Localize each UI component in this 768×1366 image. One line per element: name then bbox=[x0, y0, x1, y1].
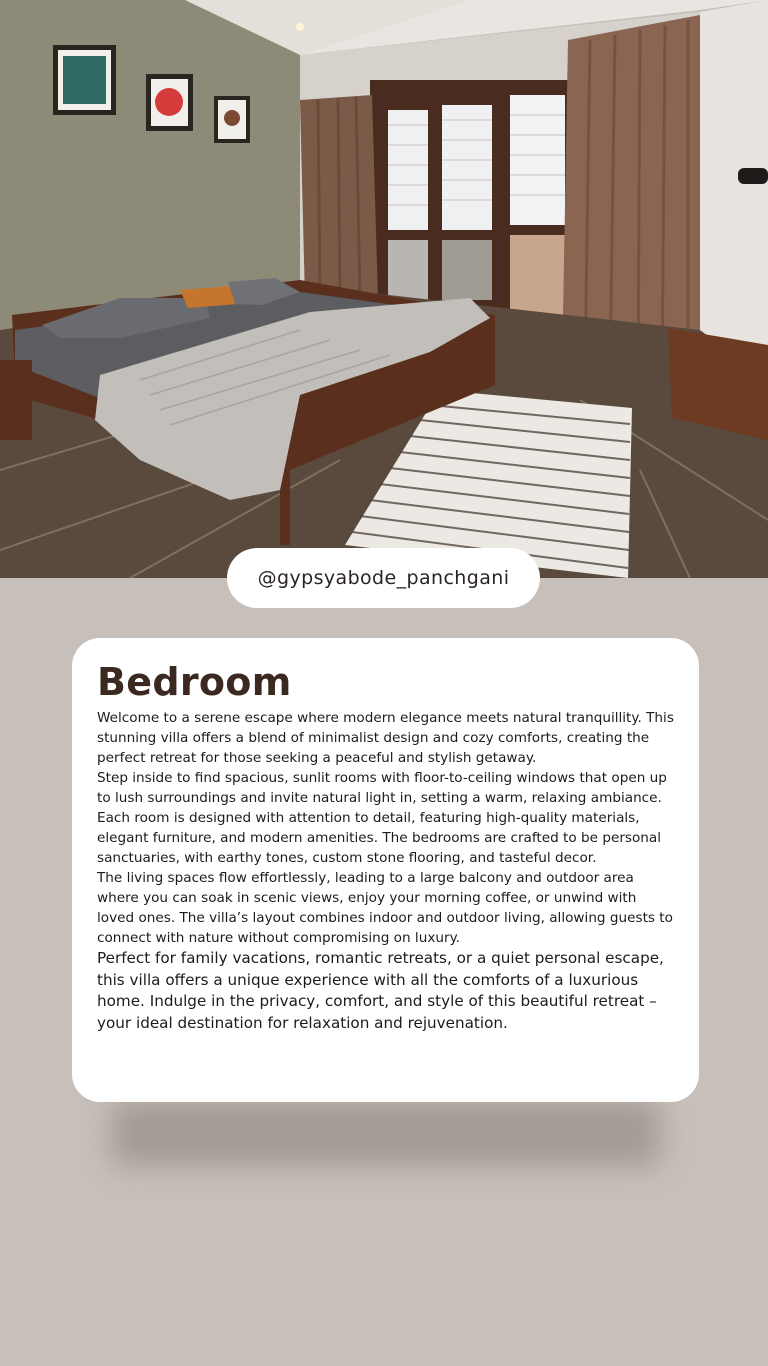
paragraph-closing: Perfect for family vacations, romantic retreats, or a quiet personal escape, this villa offers a unique experience with all the comforts of a luxurious home. Indulge in the privacy, comfort, and style of this beautiful retreat – your ideal destination for relaxation and rejuvenation. bbox=[97, 949, 664, 1032]
description-card bbox=[72, 638, 699, 1102]
bedroom-photo bbox=[0, 0, 768, 578]
paragraph-living: The living spaces flow effortlessly, leading to a large balcony and outdoor area where you can soak in scenic views, enjoy your morning coffee, or unwind with loved ones. The villa’s layout combines indoor and outdoor living, allowing guests to connect with nature without compromising on luxury. bbox=[97, 870, 673, 946]
paragraph-intro: Welcome to a serene escape where modern elegance meets natural tranquillity. This stunning villa offers a blend of minimalist design and cozy comforts, creating the perfect retreat for those seeking a peaceful and stylish getaway. bbox=[97, 710, 674, 766]
card-shadow bbox=[112, 1100, 660, 1166]
paragraph-rooms: Step inside to find spacious, sunlit rooms with floor-to-ceiling windows that open up to lush surroundings and invite natural light in, setting a warm, relaxing ambiance. Each room is designed with attention to detail, featuring high-quality materials, elegant furniture, and modern amenities. The bedrooms are crafted to be personal sanctuaries, with earthy tones, custom stone flooring, and tasteful decor. bbox=[97, 770, 667, 866]
instagram-handle[interactable]: @gypsyabode_panchgani bbox=[227, 548, 540, 608]
card-title: Bedroom bbox=[97, 660, 292, 704]
